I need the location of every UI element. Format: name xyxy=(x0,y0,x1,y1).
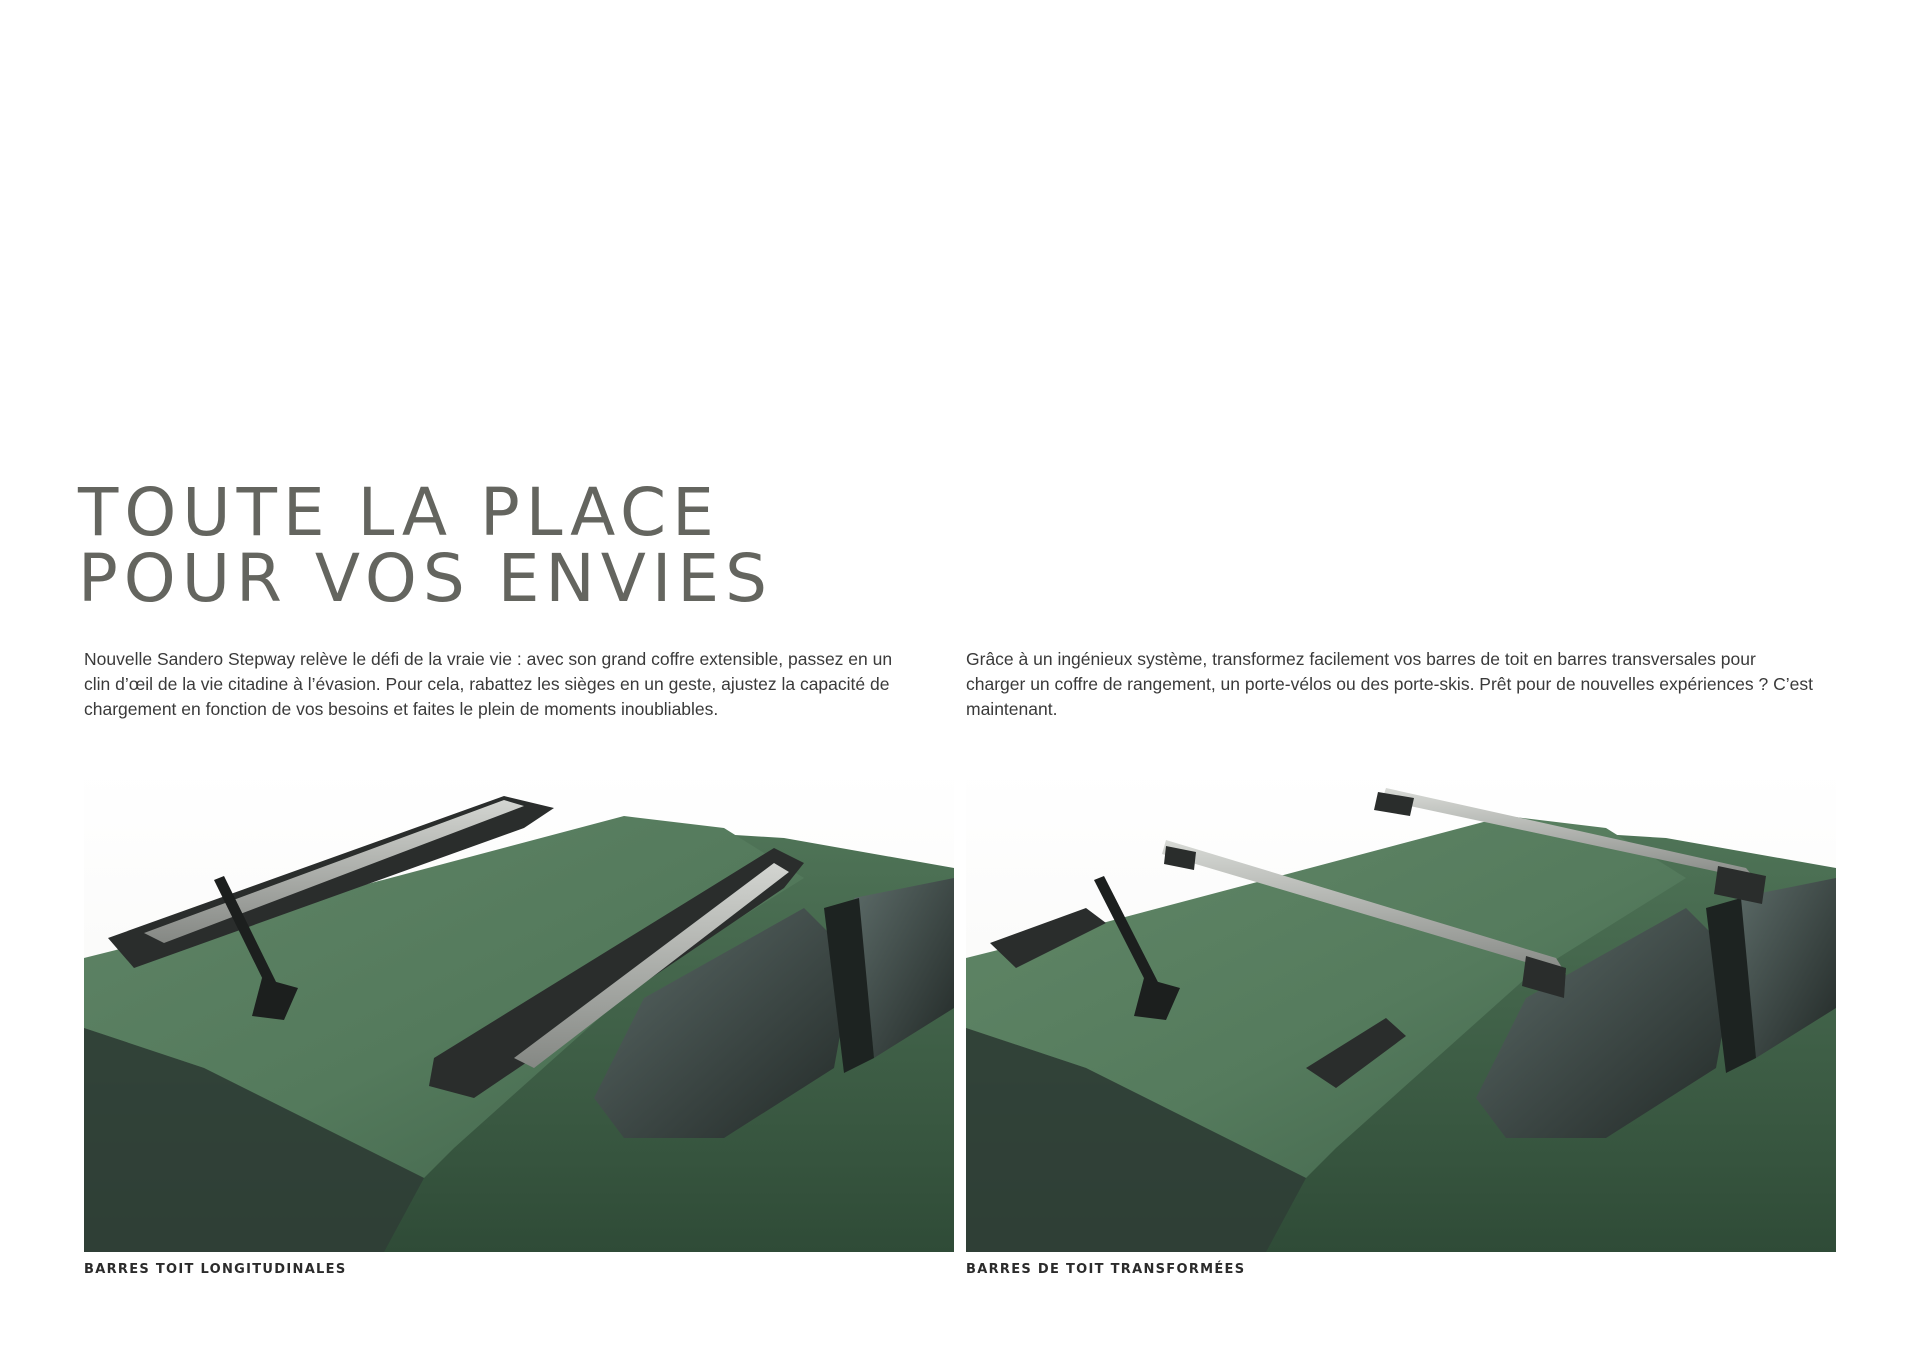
caption-left-photo: BARRES TOIT LONGITUDINALES xyxy=(84,1262,347,1277)
photo-longitudinal-roof-bars xyxy=(84,768,954,1252)
headline-line-2: POUR VOS ENVIES xyxy=(78,540,773,617)
headline-line-1: TOUTE LA PLACE xyxy=(78,474,720,551)
intro-text-left: Nouvelle Sandero Stepway relève le défi de la vraie vie : avec son grand coffre extensible, passez en un clin d’œil de la vie citadine à l’évasion. Pour cela, rabattez les sièges en un geste, ajustez la capacité de chargement en fonction de vos besoins et faites le plein de moments inoubliables. xyxy=(84,649,893,719)
caption-right-photo: BARRES DE TOIT TRANSFORMÉES xyxy=(966,1262,1246,1277)
intro-text-right: Grâce à un ingénieux système, transformez facilement vos barres de toit en barres transversales pour charger un coffre de rangement, un porte-vélos ou des porte-skis. Prêt pour de nouvelles expériences ? C’est maintenant. xyxy=(966,649,1813,719)
photo-transformed-roof-bars xyxy=(966,768,1836,1252)
page-headline xyxy=(78,474,773,617)
